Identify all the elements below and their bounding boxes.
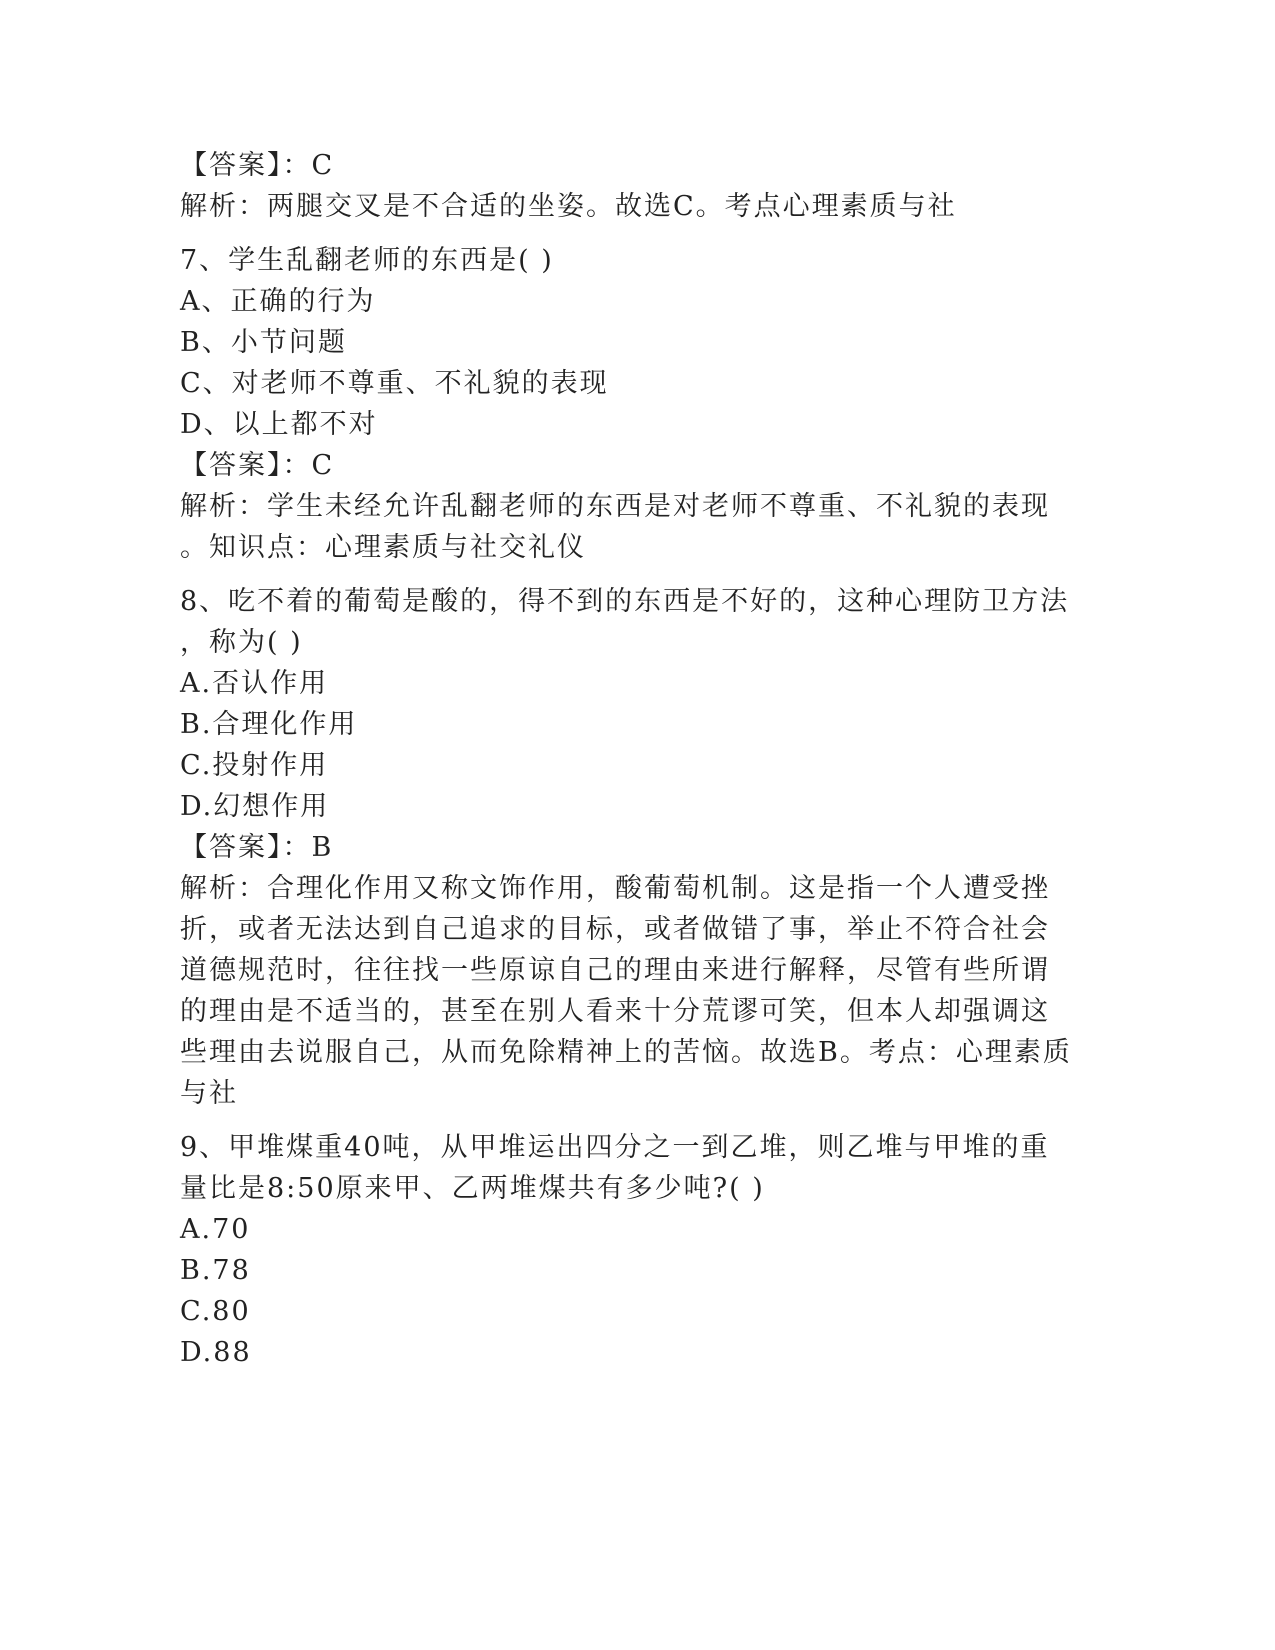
option-d: D.幻想作用 xyxy=(180,791,330,822)
analysis-line: 与社 xyxy=(180,1078,238,1109)
question-7 xyxy=(180,240,1060,568)
question-9 xyxy=(180,1127,1060,1373)
analysis-line: 解析：两腿交叉是不合适的坐姿。故选C。考点心理素质与社 xyxy=(180,191,957,222)
option-a: A.70 xyxy=(180,1214,251,1245)
question-text: 9、甲堆煤重40吨，从甲堆运出四分之一到乙堆，则乙堆与甲堆的重 xyxy=(180,1132,1050,1163)
option-b: B.合理化作用 xyxy=(180,709,358,740)
analysis-line: 道德规范时，往往找一些原谅自己的理由来进行解释，尽管有些所谓 xyxy=(180,955,1050,986)
question-6-tail xyxy=(180,145,1060,227)
option-c: C、对老师不尊重、不礼貌的表现 xyxy=(180,368,609,399)
analysis-line: 解析：合理化作用又称文饰作用，酸葡萄机制。这是指一个人遭受挫 xyxy=(180,873,1050,904)
question-text: 量比是8:50原来甲、乙两堆煤共有多少吨?( ) xyxy=(180,1173,765,1204)
option-b: B.78 xyxy=(180,1255,251,1286)
analysis-line: 。知识点：心理素质与社交礼仪 xyxy=(180,532,586,563)
answer-line: 【答案】：B xyxy=(180,832,334,863)
option-d: D.88 xyxy=(180,1337,252,1368)
analysis-line: 解析：学生未经允许乱翻老师的东西是对老师不尊重、不礼貌的表现 xyxy=(180,491,1050,522)
exam-page xyxy=(180,145,1072,1373)
analysis-line: 折，或者无法达到自己追求的目标，或者做错了事，举止不符合社会 xyxy=(180,914,1050,945)
option-c: C.投射作用 xyxy=(180,750,329,781)
question-text: ，称为( ) xyxy=(180,627,303,658)
option-b: B、小节问题 xyxy=(180,327,347,358)
option-a: A.否认作用 xyxy=(180,668,329,699)
question-8 xyxy=(180,581,1072,1114)
question-text: 8、吃不着的葡萄是酸的，得不到的东西是不好的，这种心理防卫方法 xyxy=(180,586,1070,617)
option-d: D、以上都不对 xyxy=(180,409,378,440)
analysis-line: 的理由是不适当的，甚至在别人看来十分荒谬可笑，但本人却强调这 xyxy=(180,996,1050,1027)
option-c: C.80 xyxy=(180,1296,251,1327)
answer-line: 【答案】：C xyxy=(180,450,335,481)
question-text: 7、学生乱翻老师的东西是( ) xyxy=(180,245,554,276)
answer-line: 【答案】：C xyxy=(180,150,335,181)
analysis-line: 些理由去说服自己，从而免除精神上的苦恼。故选B。考点：心理素质 xyxy=(180,1037,1072,1068)
option-a: A、正确的行为 xyxy=(180,286,376,317)
